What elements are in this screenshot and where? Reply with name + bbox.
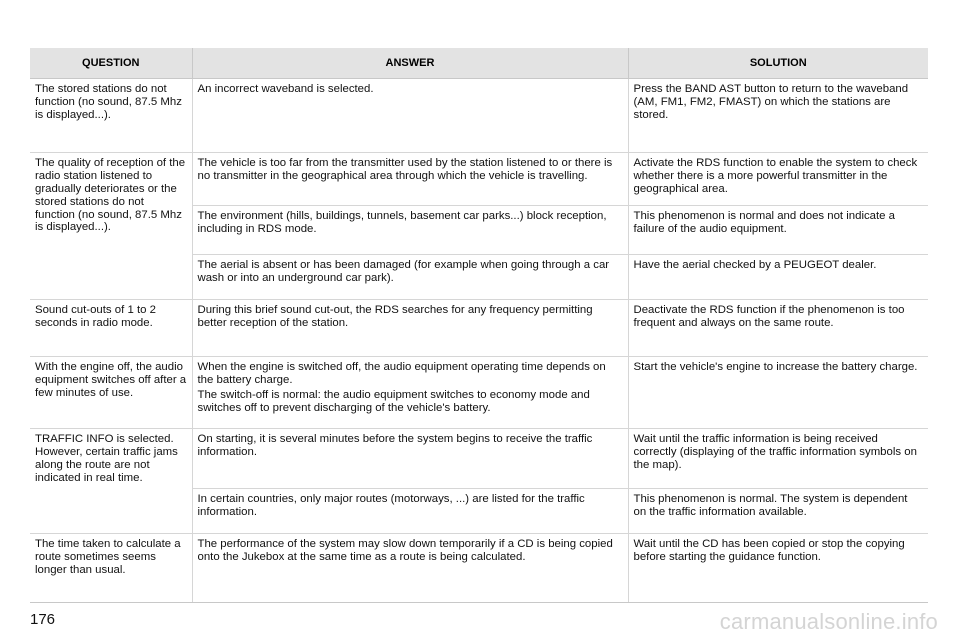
answer-cell	[192, 357, 628, 429]
question-cell: The stored stations do not function (no sound, 87.5 Mhz is displayed...).	[30, 79, 192, 153]
solution-cell: Wait until the CD has been copied or stop the copying before starting the guidance function.	[628, 534, 928, 603]
table-row	[30, 357, 928, 429]
answer-paragraph: The switch-off is normal: the audio equipment switches to economy mode and switches off to prevent discharging of the vehicle's battery.	[197, 388, 590, 414]
troubleshooting-table	[30, 48, 928, 603]
table-row	[30, 300, 928, 357]
answer-cell: The performance of the system may slow down temporarily if a CD is being copied onto the Jukebox at the same time as a route is being calculated.	[192, 534, 628, 603]
question-cell: Sound cut-outs of 1 to 2 seconds in radio mode.	[30, 300, 192, 357]
solution-cell: Start the vehicle's engine to increase the battery charge.	[628, 357, 928, 429]
answer-cell: In certain countries, only major routes (motorways, ...) are listed for the traffic information.	[192, 489, 628, 534]
solution-cell: Have the aerial checked by a PEUGEOT dealer.	[628, 255, 928, 300]
question-cell: The quality of reception of the radio station listened to gradually deteriorates or the stored stations do not function (no sound, 87.5 Mhz is displayed...).	[30, 153, 192, 300]
answer-cell: An incorrect waveband is selected.	[192, 79, 628, 153]
question-cell: TRAFFIC INFO is selected. However, certain traffic jams along the route are not indicated in real time.	[30, 429, 192, 534]
answer-cell: During this brief sound cut-out, the RDS searches for any frequency permitting better reception of the station.	[192, 300, 628, 357]
header-answer: ANSWER	[192, 48, 628, 79]
table-row	[30, 534, 928, 603]
table-header-row	[30, 48, 928, 79]
solution-cell: Activate the RDS function to enable the system to check whether there is a more powerful transmitter in the geographical area.	[628, 153, 928, 206]
solution-cell: Wait until the traffic information is being received correctly (displaying of the traffic information symbols on the map).	[628, 429, 928, 489]
solution-cell: Deactivate the RDS function if the phenomenon is too frequent and always on the same route.	[628, 300, 928, 357]
page-number: 176	[30, 611, 56, 628]
answer-cell: The environment (hills, buildings, tunnels, basement car parks...) block reception, including in RDS mode.	[192, 206, 628, 255]
answer-cell: The aerial is absent or has been damaged (for example when going through a car wash or into an underground car park).	[192, 255, 628, 300]
question-cell: The time taken to calculate a route sometimes seems longer than usual.	[30, 534, 192, 603]
question-cell: With the engine off, the audio equipment switches off after a few minutes of use.	[30, 357, 192, 429]
solution-cell: Press the BAND AST button to return to the waveband (AM, FM1, FM2, FMAST) on which the stations are stored.	[628, 79, 928, 153]
table-row	[30, 79, 928, 153]
header-question: QUESTION	[30, 48, 192, 79]
answer-cell: On starting, it is several minutes before the system begins to receive the traffic information.	[192, 429, 628, 489]
solution-cell: This phenomenon is normal. The system is dependent on the traffic information available.	[628, 489, 928, 534]
answer-cell: The vehicle is too far from the transmitter used by the station listened to or there is no transmitter in the geographical area through which the vehicle is travelling.	[192, 153, 628, 206]
table-row	[30, 429, 928, 489]
watermark: carmanualsonline.info	[719, 609, 938, 634]
table-row	[30, 153, 928, 206]
solution-cell: This phenomenon is normal and does not indicate a failure of the audio equipment.	[628, 206, 928, 255]
header-solution: SOLUTION	[628, 48, 928, 79]
answer-paragraph: When the engine is switched off, the audio equipment operating time depends on the battery charge.	[197, 361, 606, 386]
